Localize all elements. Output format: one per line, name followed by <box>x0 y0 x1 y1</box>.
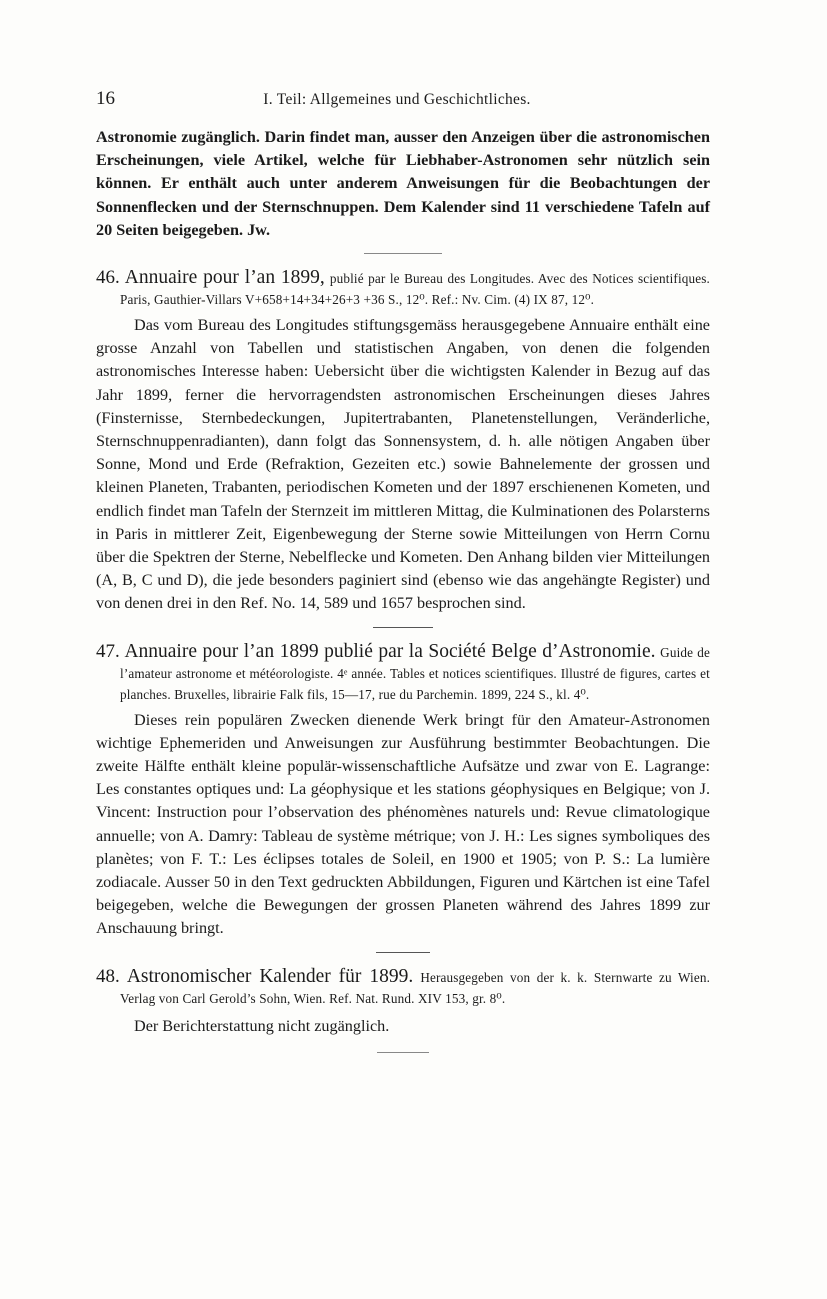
entry-number: 46. <box>96 267 120 289</box>
carryover-paragraph: Astronomie zugänglich. Darin findet man, ausser den Anzeigen über die astronomischen Erscheinungen, viele Artikel, welche für Liebhaber-Astronomen sehr nützlich sein können. Er enthält auch unter anderem Anweisungen für die Beobachtungen der Sonnenflecken und der Sternschnuppen. Dem Kalender sind 11 verschiedene Tafeln auf 20 Seiten beigegeben. Jw. <box>96 128 710 239</box>
entry-47 <box>96 642 710 941</box>
entry-heading <box>96 640 710 705</box>
entry-title: Astronomischer Kalender für 1899. <box>126 965 414 987</box>
entry-number: 47. <box>96 640 120 662</box>
separator-rule <box>376 952 430 953</box>
entry-46 <box>96 268 710 616</box>
entry-48 <box>96 967 710 1038</box>
separator-rule <box>364 253 442 254</box>
entry-bibliography: Herausgegeben von der k. k. Sternwarte zu Wien. Verlag von Carl Gerold’s Sohn, Wien. Ref. Nat. Rund. XIV 153, gr. 8⁰. <box>120 969 711 1006</box>
entry-bibliography: publié par le Bureau des Longitudes. Avec des Notices scientifiques. Paris, Gauthier-Villars V+658+14+34+26+3 +36 S., 12⁰. Ref.: Nv. Cim. (4) IX 87, 12⁰. <box>120 271 711 308</box>
running-header <box>96 88 710 118</box>
entry-review: Der Berichterstattung nicht zugänglich. <box>134 1016 390 1035</box>
entry-title: Annuaire pour l’an 1899 publié par la Société Belge d’Astronomie. <box>124 640 656 662</box>
entry-heading <box>96 267 711 310</box>
entry-review: Dieses rein populären Zwecken dienende Werk bringt für den Amateur-Astronomen wichtige Ephemeriden und Anweisungen zur Ausführung bestimmter Beobachtungen. Die zweite Hälfte enthält kleine populär-wissenschaftliche Aufsätze und zwar von E. Lagrange: Les constantes optiques und: La géophysique et les stations géophysiques en Belgique; von J. Vincent: Instruction pour l’observation des phénomènes naturels und: Revue climatologique annuelle; von A. Damry: Tableau de système métrique; von J. H.: Les signes symboliques des planètes; von F. T.: Les éclipses totales de Soleil, en 1900 et 1905; von P. S.: La lumière zodiacale. Ausser 50 in den Text gedruckten Abbildungen, Figuren und Kärtchen ist eine Tafel beigegeben, welche die Bewegungen der grossen Planeten während des Jahres 1899 zur Anschauung bringt. <box>96 710 710 938</box>
page <box>96 88 710 1067</box>
entry-heading <box>96 965 711 1009</box>
entry-bibliography: Guide de l’amateur astronome et météorologiste. 4ᵉ année. Tables et notices scientifiques. Illustré de figures, cartes et planches. Bruxelles, librairie Falk fils, 15—17, rue du Parchemin. 1899, 224 S., kl. 4⁰. <box>120 644 710 702</box>
page-number: 16 <box>96 88 115 109</box>
running-title: I. Teil: Allgemeines und Geschichtliches. <box>263 91 531 108</box>
entry-title: Annuaire pour l’an 1899, <box>124 267 325 289</box>
entry-number: 48. <box>96 965 120 987</box>
separator-rule <box>373 627 433 628</box>
separator-rule <box>377 1052 429 1053</box>
entry-review: Das vom Bureau des Longitudes stiftungsgemäss herausgegebene Annuaire enthält eine grosse Anzahl von Tabellen und statistischen Angaben, von denen die folgenden astronomisches Interesse haben: Uebersicht über die wichtigsten Kalender in Bezug auf das Jahr 1899, ferner die hervorragendsten astronomischen Erscheinungen dieses Jahres (Finsternisse, Sternbedeckungen, Jupitertrabanten, Planetenstellungen, Veränderliche, Sternschnuppenradianten), dann folgt das Sonnensystem, d. h. alle nötigen Angaben über Sonne, Mond und Erde (Refraktion, Gezeiten etc.) sowie Bahnelemente der grossen und kleinen Planeten, Trabanten, periodischen Kometen und der 1897 erschienenen Kometen, und endlich findet man Tafeln der Sternzeit im mittleren Mittag, die Kulminationen des Polarsterns in Paris in mittlerer Zeit, Eigenbewegung der Sterne sowie Mitteilungen von Herrn Cornu über die Spektren der Sterne, Nebelflecke und Kometen. Den Anhang bilden vier Mitteilungen (A, B, C und D), die jede besonders paginiert sind (ebenso wie das angehängte Register) und von denen drei in den Ref. No. 14, 589 und 1657 besprochen sind. <box>96 316 710 613</box>
